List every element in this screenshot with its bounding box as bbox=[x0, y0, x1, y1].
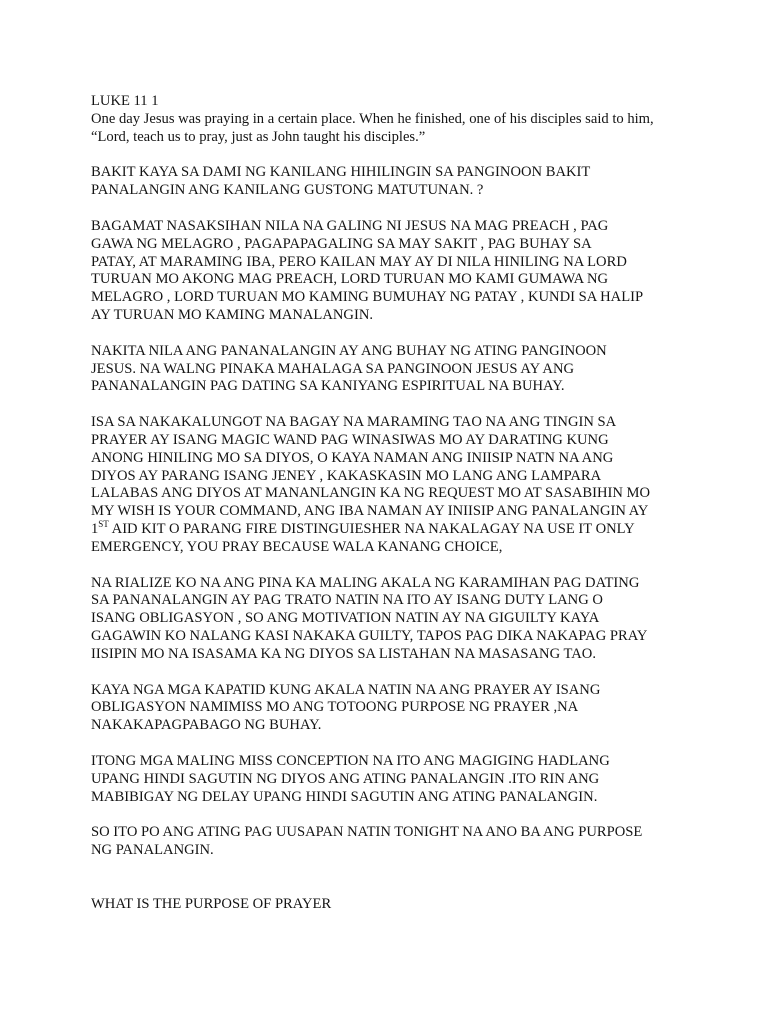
paragraph-miracles: BAGAMAT NASAKSIHAN NILA NA GALING NI JESUS NA MAG PREACH , PAG GAWA NG MELAGRO , PAGAPAPAGALING SA MAY SAKIT , PAG BUHAY SA PATAY, AT MARAMING IBA, PERO KAILAN MAY AY DI NILA HINILING NA LORD TURUAN MO AKONG MAG PREACH, LORD TURUAN MO KAMI GUMAWA NG MELAGRO , LORD TURUAN MO KAMING BUMUHAY NG PATAY , KUNDI SA HALIP AY TURUAN MO KAMING MANALANGIN. bbox=[91, 217, 644, 323]
scripture-verse: One day Jesus was praying in a certain place. When he finished, one of his disciples said to him, “Lord, teach us to pray, just as John taught his disciples.” bbox=[91, 110, 654, 145]
paragraph-true-purpose: KAYA NGA MGA KAPATID KUNG AKALA NATIN NA ANG PRAYER AY ISANG OBLIGASYON NAMIMISS MO ANG TOTOONG PURPOSE NG PRAYER ,NA NAKAKAPAGPABAGO NG BUHAY. bbox=[91, 681, 601, 734]
paragraph-magic-wand-continued: AID KIT O PARANG FIRE DISTINGUIESHER NA NAKALAGAY NA USE IT ONLY EMERGENCY, YOU PRAY BECAUSE WALA KANANG CHOICE, bbox=[91, 520, 635, 555]
scripture-reference: LUKE 11 1 bbox=[91, 93, 159, 109]
closing-heading: WHAT IS THE PURPOSE OF PRAYER bbox=[91, 895, 332, 912]
ordinal-superscript: ST bbox=[98, 519, 109, 530]
paragraph-life-of-jesus: NAKITA NILA ANG PANANALANGIN AY ANG BUHAY NG ATING PANGINOON JESUS. NA WALNG PINAKA MAHALAGA SA PANGINOON JESUS AY ANG PANANALANGIN PAG DATING SA KANIYANG ESPIRITUAL NA BUHAY. bbox=[91, 342, 607, 395]
paragraph-question: BAKIT KAYA SA DAMI NG KANILANG HIHILINGIN SA PANGINOON BAKIT PANALANGIN ANG KANILANG GUSTONG MATUTUNAN. ? bbox=[91, 164, 591, 199]
document-body bbox=[91, 93, 691, 914]
paragraph-magic-wand bbox=[91, 414, 691, 556]
paragraph-tonight-topic: SO ITO PO ANG ATING PAG UUSAPAN NATIN TONIGHT NA ANO BA ANG PURPOSE NG PANALANGIN. bbox=[91, 824, 643, 859]
paragraph-misconception: ITONG MGA MALING MISS CONCEPTION NA ITO ANG MAGIGING HADLANG UPANG HINDI SAGUTIN NG DIYOS ANG ATING PANALANGIN .ITO RIN ANG MABIBIGAY NG DELAY UPANG HINDI SAGUTIN ANG ATING PANALANGIN. bbox=[91, 752, 610, 805]
paragraph-magic-wand-text: ISA SA NAKAKALUNGOT NA BAGAY NA MARAMING TAO NA ANG TINGIN SA PRAYER AY ISANG MAGIC WAND PAG WINASIWAS MO AY DARATING KUNG ANONG HINILING MO SA DIYOS, O KAYA NAMAN ANG INIISIP NATN NA ANG DIYOS AY PARANG ISANG JENEY , KAKASKASIN MO LANG ANG LAMPARA LALABAS ANG DIYOS AT MANANLANGIN KA NG REQUEST MO AT SASABIHIN MO MY WISH IS YOUR COMMAND, ANG IBA NAMAN AY INIISIP ANG PANALANGIN AY 1 bbox=[91, 414, 651, 537]
paragraph-obligation: NA RIALIZE KO NA ANG PINA KA MALING AKALA NG KARAMIHAN PAG DATING SA PANANALANGIN AY PAG TRATO NATIN NA ITO AY ISANG DUTY LANG O ISANG OBLIGASYON , SO ANG MOTIVATION NATIN AY NA GIGUILTY KAYA GAGAWIN KO NALANG KASI NAKAKA GUILTY, TAPOS PAG DIKA NAKAPAG PRAY IISIPIN MO NA ISASAMA KA NG DIYOS SA LISTAHAN NA MASASANG TAO. bbox=[91, 574, 648, 662]
